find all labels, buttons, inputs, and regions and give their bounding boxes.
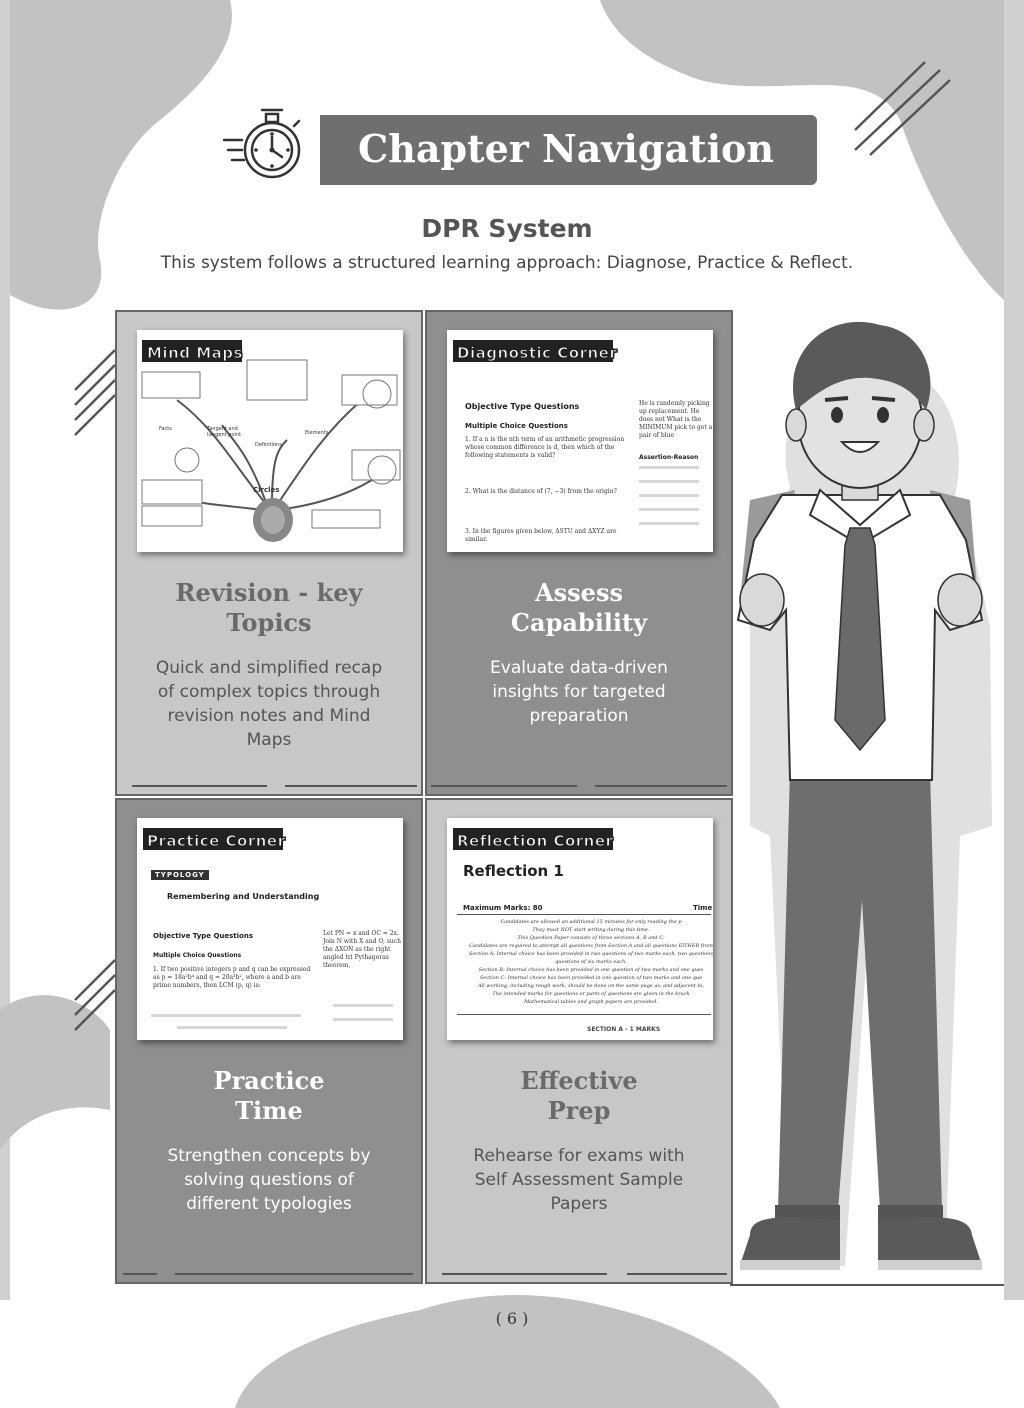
instruction-line: All working, including rough work, should be done on the same page as, and adjacent to, (477, 983, 705, 989)
diag-question: 3. In the figures given below, ΔSTU and ΔXYZ are similar. (465, 528, 617, 543)
instruction-line: Mathematical tables and graph papers are provided. (524, 999, 658, 1005)
card-divider-lines (117, 774, 421, 794)
text-line (333, 1004, 393, 1007)
feature-grid (115, 310, 735, 1286)
card-title-line: Time (235, 1096, 303, 1125)
reflection-instructions (461, 918, 713, 1006)
practice-sub: Multiple Choice Questions (153, 952, 242, 959)
text-line (333, 1018, 393, 1021)
diag-question: 1. If a n is the nth term of an arithmetic progression whose common difference is d, then which of the following statements is valid? (465, 436, 625, 459)
mind-map-diagram (137, 330, 403, 552)
card-title-line: Assess (535, 578, 623, 607)
reflection-section: SECTION A - 1 MARKS (587, 1026, 661, 1033)
mind-map-node: Facts (159, 426, 172, 432)
text-line (639, 480, 699, 483)
diag-right-text: He is randomly picking up replacement. He does not What is the MINIMUM pick to get a pair of blue (639, 400, 713, 439)
diag-right-heading: Assertion-Reason (639, 454, 699, 461)
card-revision (115, 310, 423, 796)
chapter-title-banner (220, 100, 820, 190)
card-title-line: Revision - key (175, 578, 363, 607)
diagnostic-corner-thumbnail (447, 330, 713, 552)
text-line (639, 508, 699, 511)
card-title-line: Topics (226, 608, 312, 637)
thumb-label: Mind Maps (147, 344, 243, 362)
instruction-line: The intended marks for questions or parts of questions are given in the brack (492, 991, 690, 997)
instruction-line: Candidates are required to attempt all questions from Section A and all questions EITHER from (469, 943, 713, 949)
card-title-line: Effective (520, 1066, 638, 1095)
card-description: Quick and simplified recap of complex topics through revision notes and Mind Maps (155, 658, 383, 750)
card-description: Strengthen concepts by solving questions of different typologies (167, 1146, 371, 1214)
divider (457, 914, 711, 915)
reflection-corner-thumbnail (447, 818, 713, 1040)
practice-sub: Remembering and Understanding (167, 892, 320, 901)
text-line (177, 1026, 287, 1029)
card-title (427, 578, 731, 638)
mind-map-node: Definitions (255, 442, 282, 448)
thumb-label: Reflection Corner (457, 832, 614, 850)
card-title (427, 1066, 731, 1126)
section-description: This system follows a structured learning approach: Diagnose, Practice & Reflect. (160, 253, 854, 273)
card-description: Evaluate data-driven insights for targeted preparation (490, 658, 668, 726)
text-line (639, 494, 699, 497)
diag-section: Objective Type Questions (465, 402, 580, 411)
mind-map-node: Tangent and tangent point (207, 426, 241, 438)
mind-map-center-label: Circles (253, 486, 280, 494)
stopwatch-icon (220, 100, 320, 190)
practice-corner-thumbnail (137, 818, 403, 1040)
divider (457, 1014, 711, 1015)
mind-maps-thumbnail (137, 330, 403, 552)
section-heading: DPR System (421, 214, 593, 243)
instruction-line: Section B: Internal choice has been provided in one question of two marks and one ques (478, 967, 704, 973)
card-title-line: Practice (213, 1066, 325, 1095)
instruction-line: Section A: Internal choice has been provided in two questions of two marks each, two questions (469, 951, 713, 957)
instruction-line: This Question Paper consists of three sections A, B and C. (517, 935, 665, 941)
diag-sub: Multiple Choice Questions (465, 422, 568, 430)
card-divider-lines (117, 1262, 421, 1282)
practice-right-text: Let PN = x and OC = 2x. Join N with X and O, such the ΔXON as the right angled tri Pythagoras theorem, (323, 930, 402, 969)
card-title (117, 1066, 421, 1126)
diag-question: 2. What is the distance of (7, −3) from the origin? (465, 488, 617, 495)
practice-question: 1. If two positive integers p and q can be expressed as p = 18a²b⁴ and q = 20a³b², where a and b are prime numbers, then LCM (p, q) is: (153, 966, 311, 989)
instruction-line: Section C: Internal choice has been provided in one question of two marks and one que (479, 975, 703, 981)
card-title-line: Prep (547, 1096, 611, 1125)
student-illustration (720, 300, 1000, 1290)
page-title: Chapter Navigation (357, 126, 775, 171)
reflection-title: Reflection 1 (463, 862, 564, 880)
card-description: Rehearse for exams with Self Assessment Sample Papers (473, 1146, 685, 1214)
text-line (639, 466, 699, 469)
card-title (117, 578, 421, 638)
typology-badge: TYPOLOGY (151, 870, 209, 880)
card-reflection (425, 798, 733, 1284)
text-line (639, 522, 699, 525)
reflection-marks: Maximum Marks: 80 (463, 904, 543, 912)
page-number: ( 6 ) (495, 1309, 529, 1328)
card-divider-lines (427, 1262, 731, 1282)
thumb-label: Diagnostic Corner (457, 344, 618, 362)
card-practice (115, 798, 423, 1284)
mind-map-node: Elements (305, 430, 329, 436)
card-title-line: Capability (510, 608, 648, 637)
text-line (151, 1014, 301, 1017)
card-assess (425, 310, 733, 796)
card-divider-lines (427, 774, 731, 794)
practice-section: Objective Type Questions (153, 932, 254, 940)
reflection-time: Time (693, 904, 713, 912)
instruction-line: They must NOT start writing during this time. (532, 927, 650, 933)
instruction-line: Candidates are allowed an additional 15 minutes for only reading the p (500, 919, 682, 925)
instruction-line: questions of six marks each. (555, 959, 627, 965)
thumb-label: Practice Corner (147, 832, 286, 850)
